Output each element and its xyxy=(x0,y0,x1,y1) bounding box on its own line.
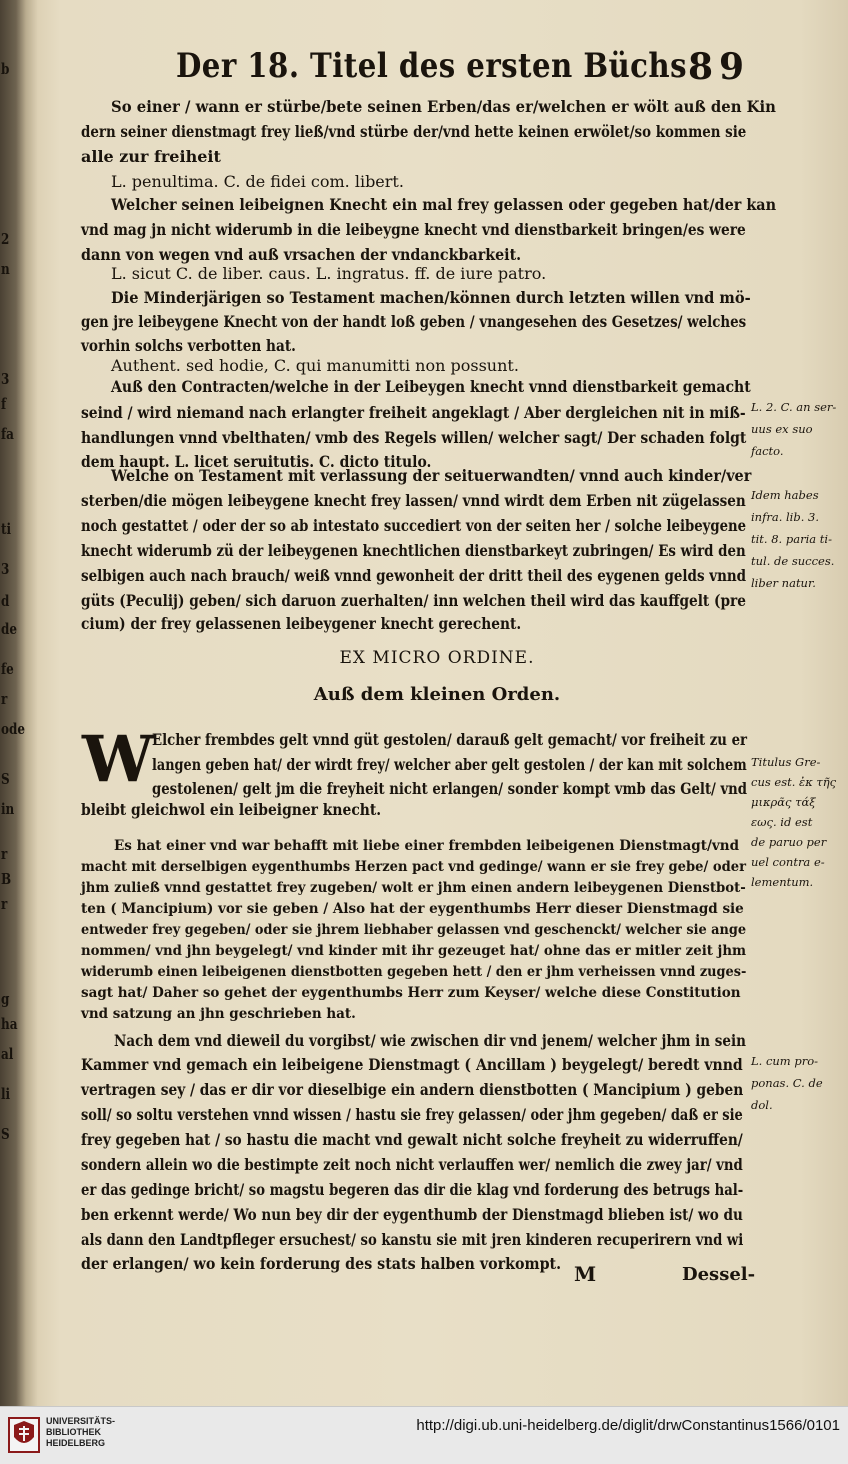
margin-note-line: L. cum pro- xyxy=(751,1054,819,1068)
text-line-small: vnd satzung an jhn geschrieben hat. xyxy=(81,1006,356,1022)
text-line: gestolenen/ gelt jm die freyheit nicht erlangen/ sonder kompt vmb das Gelt/ vnd xyxy=(152,779,748,798)
margin-note-line: cus est. ἐκ τῆς xyxy=(751,775,837,789)
text-line: vorhin solchs verbotten hat. xyxy=(81,336,296,355)
margin-note-line: tit. 8. paria ti- xyxy=(751,532,832,546)
text-line: güts (Peculij) geben/ sich daruon zuerhalten/ inn welchen theil wird das kauffgelt (pre xyxy=(81,591,746,610)
text-line-small: nommen/ vnd jhn beygelegt/ vnd kinder mit ihr gezeuget hat/ ohne das er mitler zeit jhm xyxy=(81,943,747,959)
text-line-small: entweder frey gegeben/ oder sie jhrem liebhaber gelassen vnd geschenckt/ welcher sie ange xyxy=(81,922,747,938)
margin-note-line: tul. de succes. xyxy=(751,554,835,568)
text-line: sondern allein wo die bestimpte zeit noch nicht verlauffen wer/ nemlich die zwey jar/ vnd xyxy=(81,1155,743,1174)
text-line: Authent. sed hodie, C. qui manumitti non possunt. xyxy=(111,356,519,375)
library-name xyxy=(46,1416,115,1449)
text-line: als dann den Landtpfleger ersuchest/ so kanstu sie mit jren kinderen recuperirern vnd wi xyxy=(81,1230,744,1249)
text-line: Welcher seinen leibeignen Knecht ein mal frey gelassen oder gegeben hat/der kan xyxy=(111,195,777,214)
text-line: Welche on Testament mit verlassung der seituerwandten/ vnnd auch kinder/ver xyxy=(111,466,752,485)
left-page-fragment: in xyxy=(1,800,15,818)
margin-note-line: ponas. C. de xyxy=(751,1076,823,1090)
text-line: er das gedinge bricht/ so magstu begeren das dir die klag vnd forderung des betrugs hal- xyxy=(81,1180,744,1199)
left-page-fragment: fa xyxy=(1,425,14,443)
text-line-small: macht mit derselbigen eygenthumbs Herzen pact vnd gedinge/ wann er sie frey gebe/ oder xyxy=(81,859,746,875)
left-page-fragment: li xyxy=(1,1085,11,1103)
left-page-fragment: B xyxy=(1,870,12,888)
signature-mark: M xyxy=(574,1262,597,1286)
text-line: So einer / wann er stürbe/bete seinen Erben/das er/welchen er wölt auß den Kin xyxy=(111,97,776,116)
left-page-fragment: ode xyxy=(1,720,26,738)
drop-cap: W xyxy=(82,722,154,797)
text-line: langen geben hat/ der wirdt frey/ welcher aber gelt gestolen / der kan mit solchem xyxy=(152,755,747,774)
left-page-fragment: g xyxy=(1,990,10,1008)
margin-note xyxy=(751,396,847,462)
margin-note-line: infra. lib. 3. xyxy=(751,510,820,524)
text-line: knecht widerumb zü der leibeygenen knechtlichen dienstbarkeyt zubringen/ Es wird den xyxy=(81,541,746,560)
left-page-fragment: 3 xyxy=(1,560,10,578)
margin-note-line: lementum. xyxy=(751,875,814,889)
margin-note-line: dol. xyxy=(751,1098,773,1112)
left-page-fragment: fe xyxy=(1,660,14,678)
text-line-small: ten ( Mancipium) vor sie geben / Also hat der eygenthumbs Herr dieser Dienstmagd sie xyxy=(81,901,744,917)
text-line: bleibt gleichwol ein leibeigner knecht. xyxy=(81,800,382,819)
text-line: L. sicut C. de liber. caus. L. ingratus. ff. de iure patro. xyxy=(111,264,547,283)
text-line-small: sagt hat/ Daher so gehet der eygenthumbs Herr zum Keyser/ welche diese Constitution xyxy=(81,985,741,1001)
text-line-small: Es hat einer vnd war behafft mit liebe einer frembden leibeigenen Dienstmagt/vnd xyxy=(114,838,740,854)
text-line: vnd mag jn nicht widerumb in die leibeygne knecht vnd dienstbarkeit bringen/es were xyxy=(81,220,746,239)
text-line: Kammer vnd gemach ein leibeigene Dienstmagt ( Ancillam ) beygelegt/ beredt vnnd xyxy=(81,1055,743,1074)
left-page-fragment: r xyxy=(1,690,8,708)
text-line: soll/ so soltu verstehen vnnd wissen / hastu sie frey gelassen/ oder jhm gegeben/ daß er sie xyxy=(81,1105,743,1124)
text-line-small: jhm zuließ vnnd gestattet frey zugeben/ wolt er jhm einen andern leibeygenen Dienstbot- xyxy=(81,880,746,896)
text-line: sterben/die mögen leibeygene knecht frey lassen/ vnnd wirdt dem Erben nit zügelassen xyxy=(81,491,746,510)
text-line: frey gegeben hat / so hastu die macht vnd gewalt nicht solche freyheit zu widerruffen/ xyxy=(81,1130,743,1149)
left-page-fragment: ti xyxy=(1,520,12,538)
text-line: alle zur freiheit xyxy=(81,147,221,166)
margin-note xyxy=(751,484,847,594)
section-subtitle: Auß dem kleinen Orden. xyxy=(313,684,561,705)
text-line: Die Minderjärigen so Testament machen/können durch letzten willen vnd mö- xyxy=(111,288,751,307)
running-header xyxy=(176,42,751,102)
left-page-edge xyxy=(0,0,26,1406)
section-title: EX MICRO ORDINE. xyxy=(339,648,535,668)
text-line: L. penultima. C. de fidei com. libert. xyxy=(111,172,404,191)
right-page xyxy=(26,0,848,1406)
viewer-footer xyxy=(0,1406,848,1464)
page-number: 89 xyxy=(688,46,751,88)
left-page-fragment: r xyxy=(1,845,8,863)
page-url-link[interactable]: http://digi.ub.uni-heidelberg.de/diglit/drwConstantinus1566/0101 xyxy=(416,1417,840,1434)
left-page-fragment: ha xyxy=(1,1015,18,1033)
text-line: seind / wird niemand nach erlangter freiheit angeklagt / Aber dergleichen nit in miß- xyxy=(81,403,746,422)
text-line: Auß den Contracten/welche in der Leibeygen knecht vnnd dienstbarkeit gemacht xyxy=(111,377,751,396)
margin-note-line: uus ex suo xyxy=(751,422,813,436)
left-page-fragment: n xyxy=(1,260,10,278)
catchword: Dessel- xyxy=(682,1264,756,1285)
margin-note-line: εως. id est xyxy=(751,815,813,829)
text-line-small: widerumb einen leibeigenen dienstbotten gegeben hett / den er jhm verheissen vnnd zuges- xyxy=(81,964,747,980)
margin-note-line: facto. xyxy=(751,444,784,458)
margin-note-line: de paruo per xyxy=(751,835,827,849)
margin-note-line: μικρᾶς τάξ xyxy=(751,795,816,809)
margin-note-line: Idem habes xyxy=(751,488,819,502)
left-page-fragment: f xyxy=(1,395,7,413)
library-name-line: BIBLIOTHEK xyxy=(46,1427,101,1437)
margin-note-line: Titulus Gre- xyxy=(751,755,821,769)
margin-note xyxy=(751,1050,847,1116)
text-line: noch gestattet / oder der so ab intestato succediert von der seiten her / solche leibeygene xyxy=(81,516,747,535)
text-line: selbigen auch nach brauch/ weiß vnnd gewonheit der dritt theil des eygenen gelds vnnd xyxy=(81,566,747,585)
left-page-fragment: al xyxy=(1,1045,14,1063)
margin-note-line: L. 2. C. an ser- xyxy=(751,400,837,414)
text-line: Nach dem vnd dieweil du vorgibst/ wie zwischen dir vnd jenem/ welcher jhm in sein xyxy=(114,1031,746,1050)
text-line: Elcher frembdes gelt vnnd güt gestolen/ darauß gelt gemacht/ vor freiheit zu er xyxy=(152,730,748,749)
text-line: der erlangen/ wo kein forderung des stats halben vorkompt. xyxy=(81,1254,562,1273)
left-page-fragment: 3 xyxy=(1,370,10,388)
left-page-fragment: b xyxy=(1,60,10,78)
left-page-fragment: r xyxy=(1,895,8,913)
library-seal-icon xyxy=(8,1417,40,1453)
margin-note-line: uel contra e- xyxy=(751,855,825,869)
library-name-line: HEIDELBERG xyxy=(46,1438,106,1448)
margin-note xyxy=(751,752,847,892)
text-line: handlungen vnnd vbelthaten/ vmb des Regels willen/ welcher sagt/ Der schaden folgt xyxy=(81,428,747,447)
left-page-fragment: de xyxy=(1,620,18,638)
library-name-line: UNIVERSITÄTS- xyxy=(46,1416,116,1426)
left-page-fragment: S xyxy=(1,770,10,788)
text-line: vertragen sey / das er dir vor dieselbige ein andern dienstbotten ( Mancipium ) geben xyxy=(81,1080,744,1099)
left-page-fragment: 2 xyxy=(1,230,10,248)
margin-note-line: liber natur. xyxy=(751,576,816,590)
text-line: cium) der frey gelassenen leibeygener knecht gerechent. xyxy=(81,614,522,633)
text-line: dann von wegen vnd auß vrsachen der vndanckbarkeit. xyxy=(81,245,522,264)
left-page-fragment: S xyxy=(1,1125,10,1143)
text-line: gen jre leibeygene Knecht von der handt loß geben / vnangesehen des Gesetzes/ welches xyxy=(81,312,747,331)
text-line: dem haupt. L. licet seruitutis. C. dicto titulo. xyxy=(81,452,432,471)
text-line: dern seiner dienstmagt frey ließ/vnd stürbe der/vnd hette keinen erwölet/so kommen sie xyxy=(81,122,747,141)
text-line: ben erkennt werde/ Wo nun bey dir der eygenthumb der Dienstmagd blieben ist/ wo du xyxy=(81,1205,743,1224)
header-title: Der 18. Titel des ersten Büchs xyxy=(176,46,687,86)
left-page-fragment: d xyxy=(1,592,10,610)
